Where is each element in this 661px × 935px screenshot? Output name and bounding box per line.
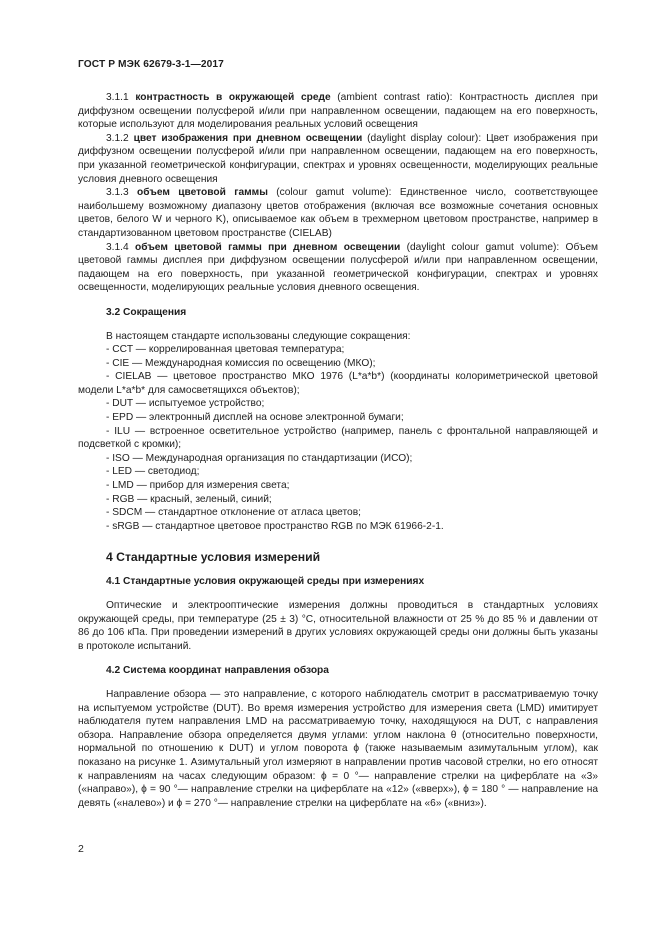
list-item: - CIE — Международная комиссия по освещению (МКО);: [106, 357, 376, 369]
abbreviations-intro: В настоящем стандарте использованы следующие сокращения:: [106, 330, 411, 342]
page-number: 2: [78, 843, 84, 855]
list-item: - ILU — встроенное осветительное устройство (например, панель с фронтальной направляющей и подсветкой с кромки);: [78, 425, 598, 451]
term-3-1-4: [78, 241, 598, 295]
abbreviations-heading: 3.2 Сокращения: [106, 306, 187, 318]
list-item: - LMD — прибор для измерения света;: [106, 480, 290, 492]
list-item: - ISO — Международная организация по стандартизации (ИСО);: [106, 452, 413, 464]
term-name: цвет изображения при дневном освещении: [133, 132, 363, 144]
list-item: - RGB — красный, зеленый, синий;: [106, 493, 272, 505]
term-definition: (daylight display colour): Цвет изображения при диффузном освещении полусферой и/или при направленном освещении, падающем на его поверхность, при указанной геометрической конфигурации, спектрах и уровнях освещенности, моделирующих реальные условия дневного освещения: [78, 132, 598, 185]
term-definition: (daylight colour gamut volume): Объем цветовой гаммы дисплея при диффузном освещении полусферой и/или при направленном освещении, падающем на его поверхность, при указанной геометрической конфигурации, спектрах и уровнях освещенности, моделирующих реальные условия дневного освещения.: [78, 241, 598, 294]
term-3-1-3: [78, 186, 598, 240]
abbreviations-list: [78, 343, 598, 533]
term-3-1-1: [78, 91, 598, 132]
list-item: - CIELAB — цветовое пространство МКО 1976 (L*a*b*) (координаты колориметрической цветовой модели L*a*b* для самосветящихся объектов);: [78, 371, 598, 396]
term-definition: (ambient contrast ratio): Контрастность дисплея при диффузном освещении полусферой и/или при направленном освещении, падающем на его поверхность, которые используют для моделирования реальных условий освещения: [78, 92, 598, 131]
list-item: - DUT — испытуемое устройство;: [106, 398, 265, 410]
term-name: объем цветовой гаммы: [137, 187, 268, 199]
document-header: ГОСТ Р МЭК 62679-3-1—2017: [78, 59, 224, 70]
term-number: 3.1.4: [106, 241, 129, 253]
section-4-1-heading: 4.1 Стандартные условия окружающей среды при измерениях: [106, 576, 425, 588]
list-item: - SDCM — стандартное отклонение от атласа цветов;: [106, 507, 361, 519]
document-body: [78, 91, 598, 810]
term-number: 3.1.3: [106, 187, 129, 199]
list-item: - sRGB — стандартное цветовое пространство RGB по МЭК 61966-2-1.: [106, 520, 444, 532]
term-number: 3.1.1: [106, 92, 129, 103]
section-4-1-text: Оптические и электрооптические измерения должны проводиться в стандартных условиях окружающей среды, при температуре (25 ± 3) °С, относительной влажности от 25 % до 85 % и давлении от 86 до 106 кПа. При проведении измерений в других условиях окружающей среды они должны быть указаны в протоколе испытаний.: [78, 600, 598, 652]
list-item: - EPD — электронный дисплей на основе электронной бумаги;: [106, 412, 404, 424]
term-3-1-2: [78, 132, 598, 186]
section-4-2-text: Направление обзора — это направление, с которого наблюдатель смотрит в рассматриваемую точку на испытуемом устройстве (DUT). Во время измерения устройство для измерения света (LMD) имитирует наблюдателя путем направления LMD на рассматриваемую точку, находящуюся на DUT, с направления обзора. Направление обзора определяется двумя углами: углом наклона θ (относительно поверхности, нормальной по отношению к DUT) и углом поворота ϕ (также называемым азимутальным углом), как показано на рисунке 1. Азимутальный угол измеряют в направлении против часовой стрелки, но его относят к направлениям на часах следующим образом: ϕ = 0 °— направление стрелки на циферблате на «3» («направо»), ϕ = 90 °— направление стрелки на циферблате на «12» («вверх»), ϕ = 180 ° — направление на девять («налево») и ϕ = 270 °— направление стрелки на циферблате на «6» («вниз»).: [78, 688, 598, 809]
section-4-heading: 4 Стандартные условия измерений: [106, 550, 321, 565]
section-4-2-heading: 4.2 Система координат направления обзора: [106, 665, 329, 677]
list-item: - CCT — коррелированная цветовая температура;: [106, 344, 345, 356]
list-item: - LED — светодиод;: [106, 466, 200, 478]
term-name: контрастность в окружающей среде: [135, 92, 331, 103]
term-definition: (colour gamut volume): Единственное число, соответствующее наибольшему возможному диапазону цветов отображения (включая все возможные сочетания основных цветов, белого W и черного K), описываемое как объем в трехмерном цветовом пространстве, например в стандартизованном цветовом пространстве (CIELAB): [78, 187, 598, 239]
term-number: 3.1.2: [106, 132, 129, 144]
term-name: объем цветовой гаммы при дневном освещении: [135, 241, 401, 253]
